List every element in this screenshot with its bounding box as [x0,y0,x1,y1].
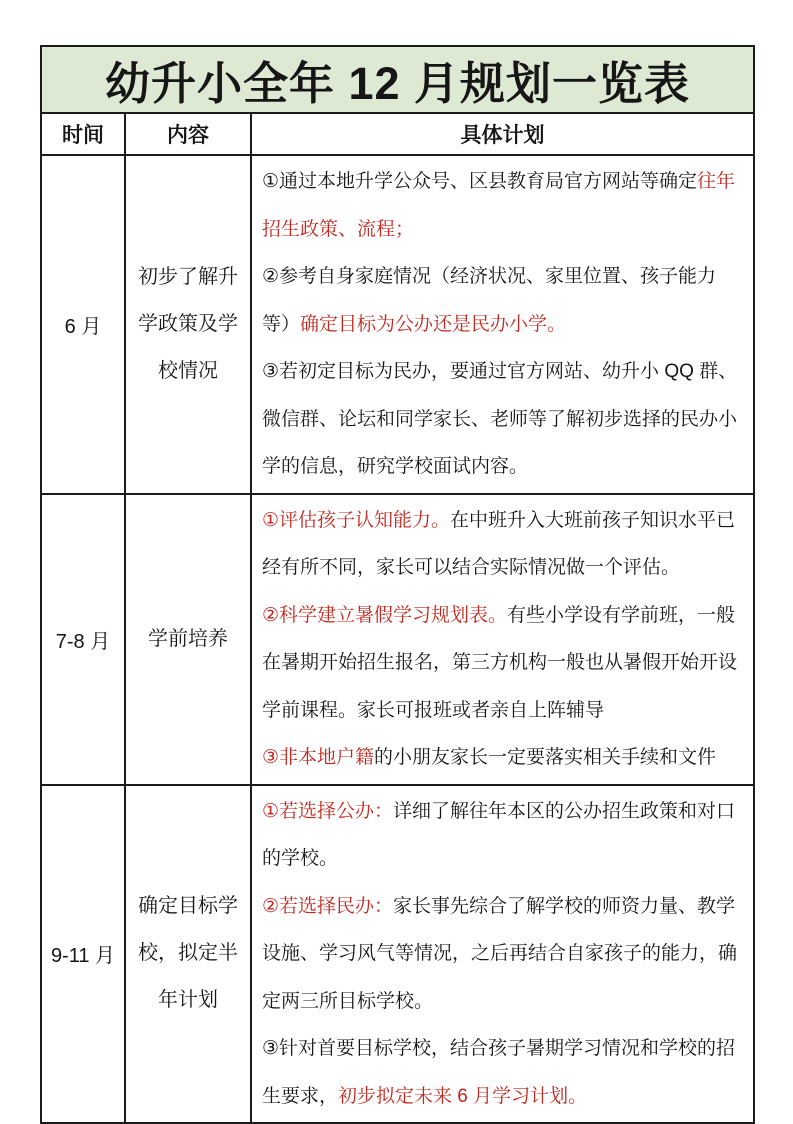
plan-paragraph [262,348,743,491]
plain-text: 有些小学设有学前班，一般在暑期开始招生报名，第三方机构一般也从暑假开始开设学前课程。家长可报班或者亲自上阵辅导 [262,604,738,721]
plan-paragraph [262,883,743,1026]
plan-paragraph [262,497,743,592]
document-page [40,45,753,1124]
time-cell: 6 月 [41,155,125,494]
table-row [41,155,754,494]
plan-table [40,45,755,1124]
plain-text: ③针对首要目标学校，结合孩子暑期学习情况和学校的招生要求， [262,1038,736,1107]
plan-cell [251,155,754,494]
plain-text: ②参考自身家庭情况（经济状况、家里位置、孩子能力等） [262,266,717,335]
highlight-text: ②若选择民办： [262,895,394,917]
title-row [41,46,754,113]
highlight-text: ③非本地户籍 [262,747,375,768]
table-row [41,785,754,1124]
plan-paragraph [262,158,743,253]
plan-cell [251,785,754,1124]
table-row [41,494,754,785]
plan-paragraph [262,592,743,735]
col-header-content: 内容 [125,113,251,155]
plan-cell [251,494,754,785]
time-cell: 9-11 月 [41,785,125,1124]
content-cell: 学前培养 [125,494,251,785]
highlight-text: 初步拟定未来 6 月学习计划。 [338,1085,588,1107]
content-cell: 确定目标学校，拟定半年计划 [125,785,251,1124]
highlight-text: ②科学建立暑假学习规划表。 [262,604,508,626]
plain-text: 家长事先综合了解学校的师资力量、教学设施、学习风气等情况，之后再结合自家孩子的能力，确定两三所目标学校。 [262,895,738,1012]
highlight-text: ①若选择公办： [262,800,394,822]
plan-paragraph [262,734,743,782]
table-body [41,155,754,1123]
column-header-row [41,113,754,155]
plain-text: 的小朋友家长一定要落实相关手续和文件 [374,747,717,768]
plain-text: ①通过本地升学公众号、区县教育局官方网站等确定 [262,171,698,192]
highlight-text: 往年招生政策、流程； [262,171,736,240]
highlight-text: ①评估孩子认知能力。 [262,509,451,531]
page-title: 幼升小全年 12 月规划一览表 [41,46,754,113]
plan-paragraph [262,788,743,883]
col-header-time: 时间 [41,113,125,155]
plan-paragraph [262,253,743,348]
plain-text: 详细了解往年本区的公办招生政策和对口的学校。 [262,800,736,869]
content-cell: 初步了解升学政策及学校情况 [125,155,251,494]
plain-text: ③若初定目标为民办，要通过官方网站、幼升小 QQ 群、微信群、论坛和同学家长、老师等了解初步选择的民办小学的信息，研究学校面试内容。 [262,361,738,477]
highlight-text: 确定目标为公办还是民办小学。 [300,313,567,335]
plain-text: 在中班升入大班前孩子知识水平已经有所不同，家长可以结合实际情况做一个评估。 [262,509,736,578]
col-header-plan: 具体计划 [251,113,754,155]
plan-paragraph [262,1025,743,1120]
time-cell: 7-8 月 [41,494,125,785]
